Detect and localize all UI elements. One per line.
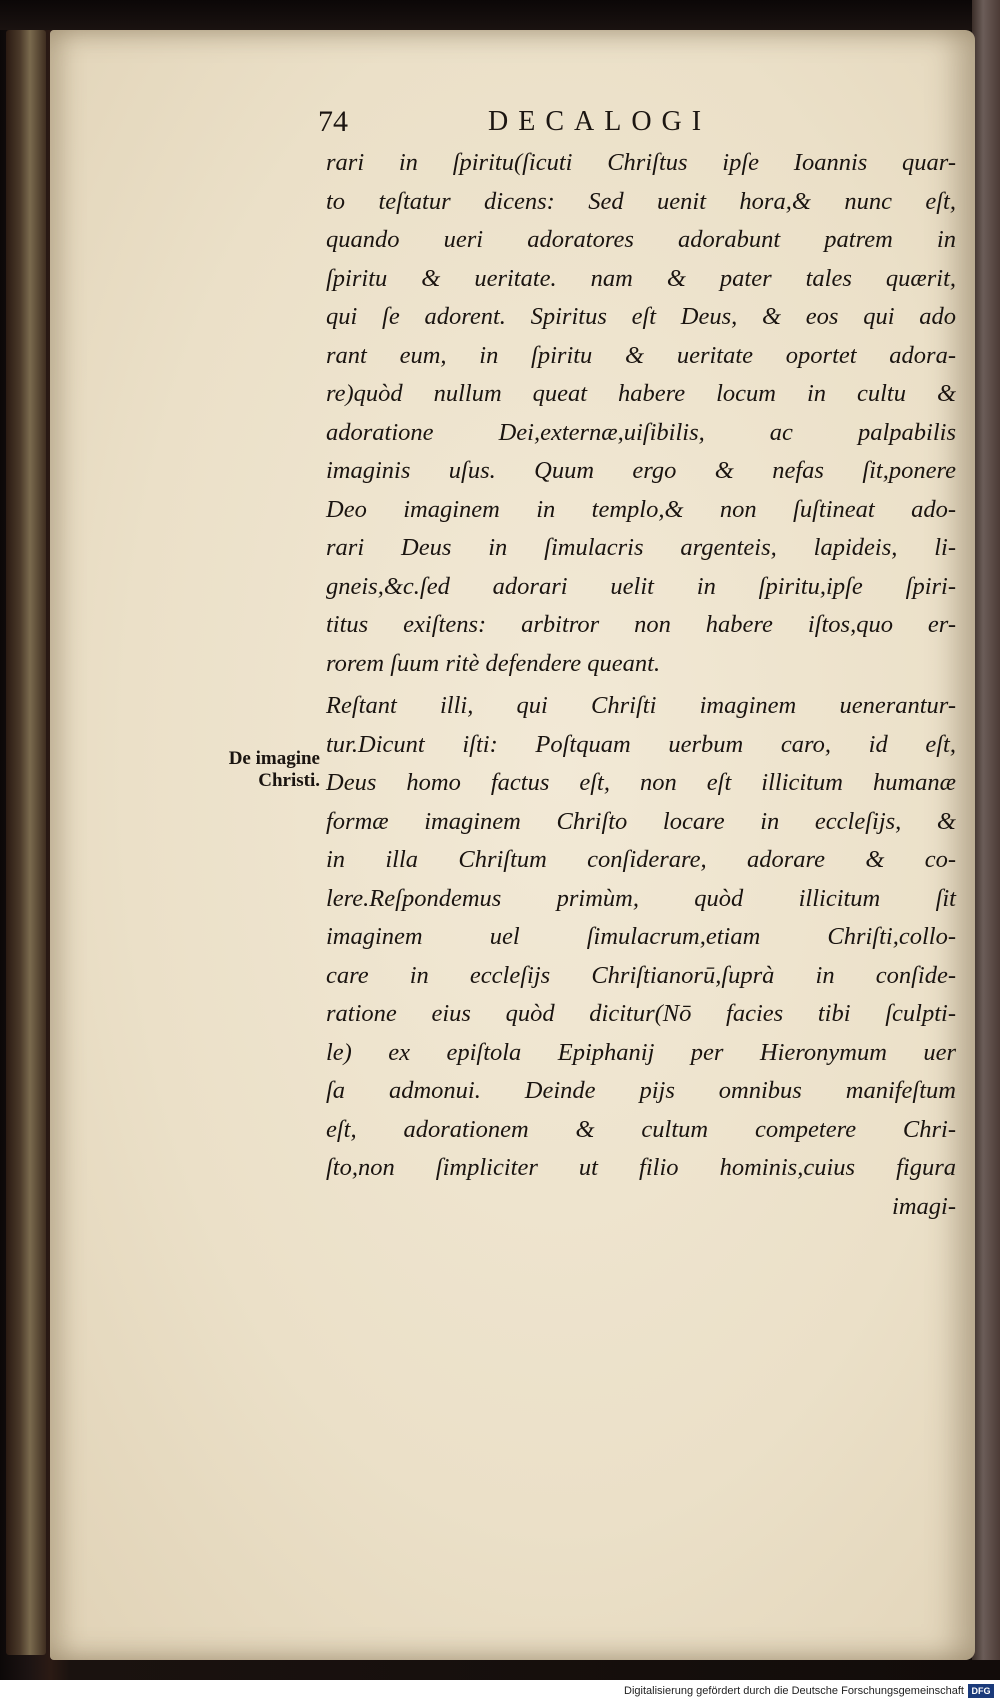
footer-bar: [0, 1680, 1000, 1702]
text-line: to teſtatur dicens: Sed uenit hora,& nunc eſt,: [326, 187, 956, 215]
text-line: Deo imaginem in templo,& non ſuſtineat ado-: [326, 495, 956, 523]
text-line: adoratione Dei,externæ,uiſibilis, ac palpabilis: [326, 418, 956, 446]
text-line: Deus homo factus eſt, non eſt illicitum humanæ: [326, 769, 956, 796]
text-line: lere.Reſpondemus primùm, quòd illicitum ſit: [326, 884, 956, 912]
text-line: ſa admonui. Deinde pijs omnibus manifeſtum: [326, 1077, 956, 1104]
book-spine-edge: [6, 30, 46, 1655]
marginal-note-line: De imagine: [228, 748, 320, 769]
catchword: imagi-: [892, 1192, 956, 1220]
text-line: titus exiſtens: arbitror non habere iſtos,quo er-: [326, 611, 956, 638]
text-line: eſt, adorationem & cultum competere Chri-: [326, 1115, 956, 1143]
text-line: tur.Dicunt iſti: Poſtquam uerbum caro, id eſt,: [326, 730, 956, 758]
marginal-note-line: Christi.: [258, 770, 320, 791]
text-line: re)quòd nullum queat habere locum in cultu &: [326, 380, 956, 407]
text-line: Reſtant illi, qui Chriſti imaginem uenerantur-: [326, 692, 956, 719]
page-number: 74: [318, 105, 348, 138]
running-title: DECALOGI: [488, 106, 712, 137]
text-line: qui ſe adorent. Spiritus eſt Deus, & eos qui ado: [326, 303, 956, 330]
text-line: ſpiritu & ueritate. nam & pater tales quærit,: [326, 264, 956, 292]
text-line: imaginem uel ſimulacrum,etiam Chriſti,collo-: [326, 923, 956, 950]
scan-top-edge: [0, 0, 1000, 30]
text-line: care in eccleſijs Chriſtianorū,ſuprà in conſide-: [326, 961, 956, 989]
text-line: quando ueri adoratores adorabunt patrem in: [326, 226, 956, 253]
text-line: ſto,non ſimpliciter ut filio hominis,cuius figura: [326, 1154, 956, 1181]
text-line: rorem ſuum ritè defendere queant.: [326, 649, 661, 677]
text-line: le) ex epiſtola Epiphanij per Hieronymum uer: [326, 1038, 956, 1066]
text-line: imaginis uſus. Quum ergo & nefas ſit,ponere: [326, 457, 956, 484]
text-line: in illa Chriſtum conſiderare, adorare & co-: [326, 846, 956, 873]
text-line: rari Deus in ſimulacris argenteis, lapideis, li-: [326, 534, 956, 561]
body-text: [326, 144, 956, 1226]
footer-credit: Digitalisierung gefördert durch die Deutsche Forschungsgemeinschaft: [624, 1685, 964, 1697]
text-line: gneis,&c.ſed adorari uelit in ſpiritu,ipſe ſpiri-: [326, 572, 956, 600]
text-line: rari in ſpiritu(ſicuti Chriſtus ipſe Ioannis quar-: [326, 149, 956, 176]
page-header: [318, 100, 838, 144]
text-line: formæ imaginem Chriſto locare in eccleſijs, &: [326, 807, 956, 835]
marginal-note: [190, 748, 320, 792]
book-cover-edge: [972, 0, 1000, 1660]
text-line: ratione eius quòd dicitur(Nō facies tibi ſculpti-: [326, 1000, 956, 1027]
dfg-logo-icon: DFG: [968, 1684, 994, 1698]
text-line: rant eum, in ſpiritu & ueritate oportet adora-: [326, 341, 956, 369]
